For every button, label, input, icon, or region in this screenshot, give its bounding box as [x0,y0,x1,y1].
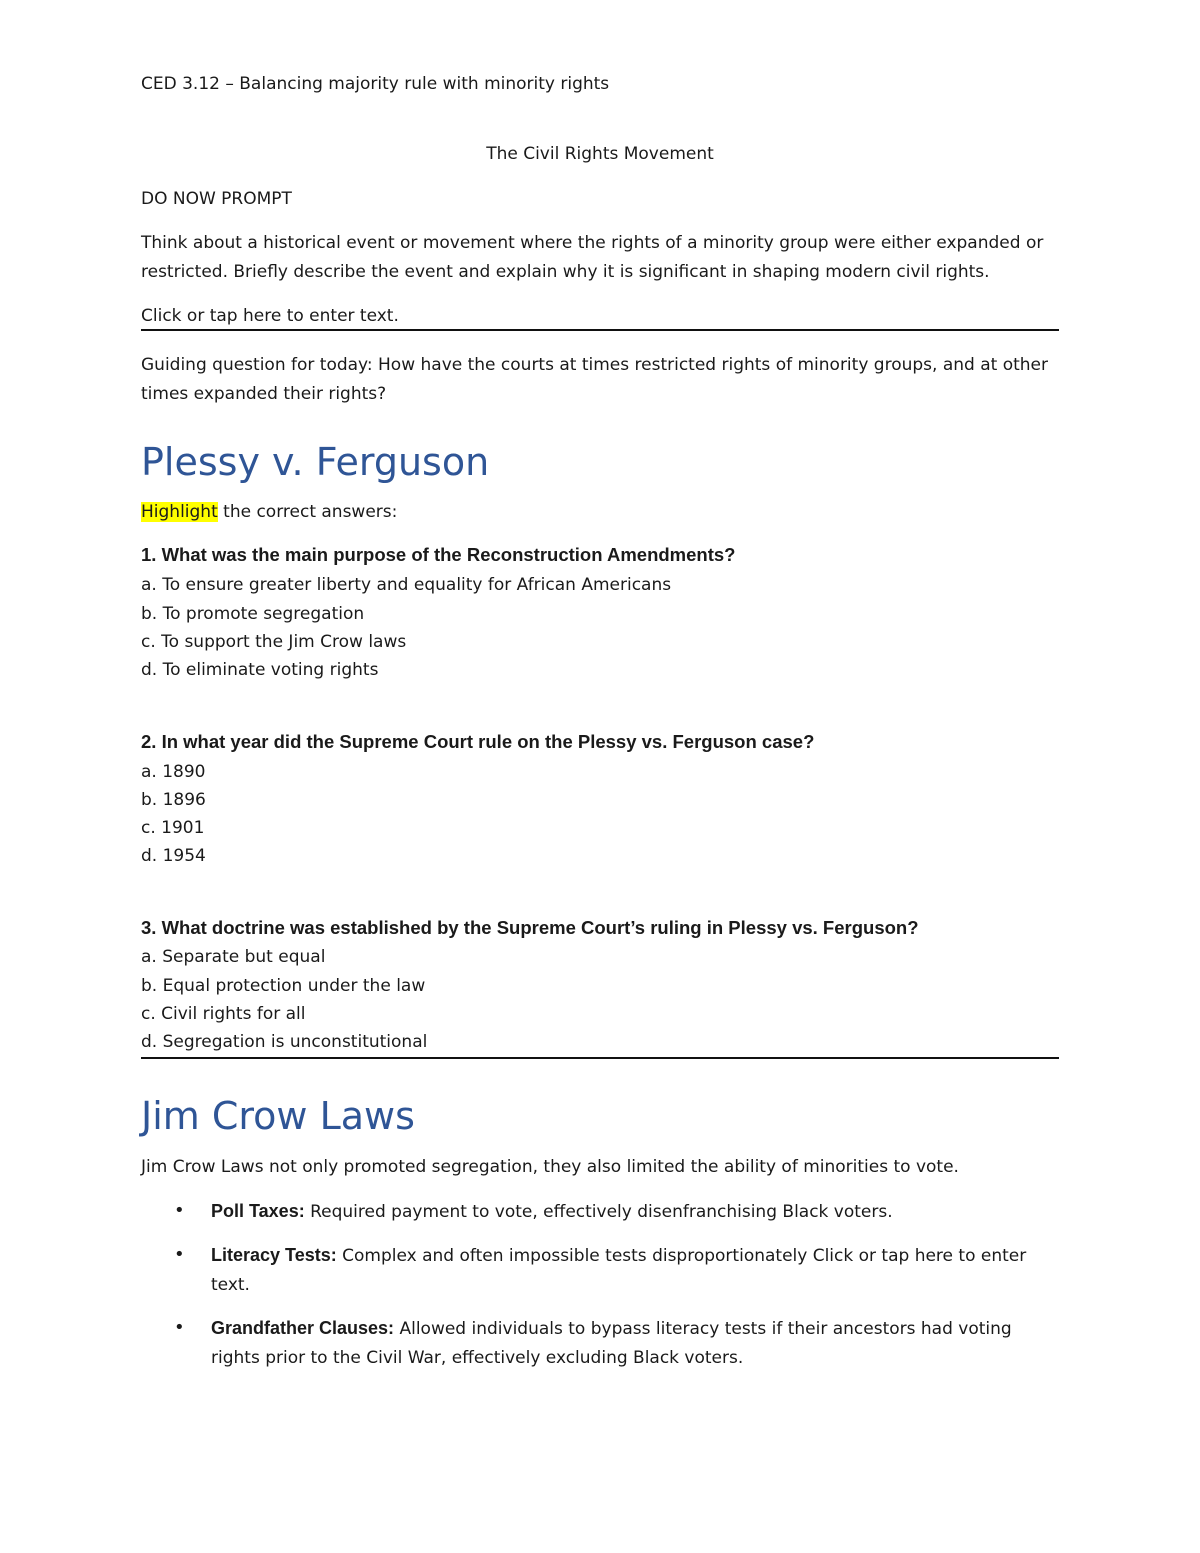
bullet-literacy-tests [211,1241,1061,1300]
highlight-instruction [141,502,397,522]
literacy-tests-answer-field[interactable]: Click or tap here to enter text. [211,1246,1027,1295]
highlight-word: Highlight [141,502,218,522]
bullet-term: Grandfather Clauses: [211,1318,395,1338]
jim-crow-intro: Jim Crow Laws not only promoted segregation, they also limited the ability of minorities to vote. [141,1157,959,1177]
bullet-poll-taxes [211,1197,1061,1227]
plessy-heading: Plessy v. Ferguson [141,440,490,484]
question-1: 1. What was the main purpose of the Reconstruction Amendments? [141,544,736,565]
question-3: 3. What doctrine was established by the Supreme Court’s ruling in Plessy vs. Ferguson? [141,917,919,938]
jim-crow-heading: Jim Crow Laws [141,1094,415,1138]
do-now-prompt: Think about a historical event or movement where the rights of a minority group were either expanded or restricted. Briefly describe the event and explain why it is significant in shaping modern civil rights. [141,233,1044,282]
bullet-icon: • [174,1317,185,1338]
bullet-term: Literacy Tests: [211,1245,337,1265]
course-line: CED 3.12 – Balancing majority rule with minority rights [141,74,610,94]
answer-option[interactable]: a. Separate but equal [141,947,326,967]
do-now-label: DO NOW PROMPT [141,189,292,209]
answer-option[interactable]: b. 1896 [141,790,206,810]
answer-option[interactable]: c. To support the Jim Crow laws [141,632,407,652]
instruction-text: the correct answers: [217,502,398,522]
document-title: The Civil Rights Movement [486,144,714,164]
answer-option[interactable]: d. 1954 [141,846,206,866]
answer-option[interactable]: d. Segregation is unconstitutional [141,1032,428,1052]
answer-option[interactable]: c. Civil rights for all [141,1004,306,1024]
answer-option[interactable]: c. 1901 [141,818,205,838]
bullet-term: Poll Taxes: [211,1201,305,1221]
divider [141,1057,1059,1059]
divider [141,329,1059,331]
question-2: 2. In what year did the Supreme Court rule on the Plessy vs. Ferguson case? [141,731,815,752]
guiding-question: Guiding question for today: How have the courts at times restricted rights of minority groups, and at other times expanded their rights? [141,355,1048,404]
bullet-icon: • [174,1244,185,1265]
answer-option[interactable]: a. To ensure greater liberty and equality for African Americans [141,575,672,595]
answer-option[interactable]: b. Equal protection under the law [141,976,426,996]
bullet-text: Required payment to vote, effectively disenfranchising Black voters. [304,1202,893,1222]
answer-option[interactable]: a. 1890 [141,762,206,782]
bullet-grandfather-clauses [211,1314,1061,1373]
do-now-answer-field[interactable]: Click or tap here to enter text. [141,306,399,326]
bullet-text: Allowed individuals to bypass literacy tests if their ancestors had voting rights prior to the Civil War, effectively excluding Black voters. [211,1319,1012,1368]
answer-option[interactable]: b. To promote segregation [141,604,365,624]
bullet-text: Complex and often impossible tests disproportionately [336,1246,813,1266]
bullet-icon: • [174,1200,185,1221]
answer-option[interactable]: d. To eliminate voting rights [141,660,379,680]
